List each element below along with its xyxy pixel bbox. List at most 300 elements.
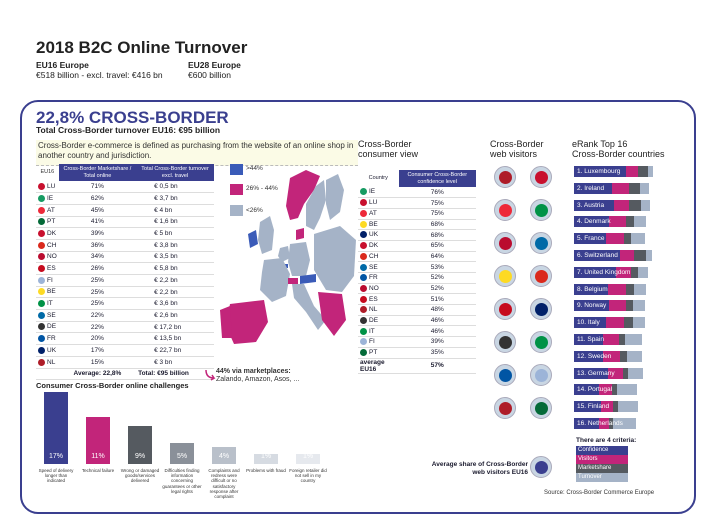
cv-confidence-value: 53% [399, 262, 477, 273]
erank-segment-turnover [646, 250, 652, 261]
market-country-code: BE [47, 288, 56, 296]
market-share-table [36, 164, 214, 380]
cv-col-confidence: Consumer Cross-Border confidence level [399, 170, 477, 187]
erank-segment-turnover [627, 351, 643, 362]
cv-confidence-value: 48% [399, 305, 477, 316]
market-share-value: 25% [59, 275, 136, 287]
web-visitor-circle [494, 166, 516, 188]
market-row [36, 193, 214, 205]
consumer-view-table [358, 170, 476, 374]
flag-icon [38, 312, 45, 319]
map-ireland [248, 230, 258, 248]
market-turnover-value: € 2,2 bn [136, 286, 214, 298]
market-country [36, 239, 59, 251]
market-share-value: 25% [59, 298, 136, 310]
cv-country [358, 219, 399, 230]
market-share-value: 25% [59, 286, 136, 298]
erank-segment-visitors [609, 216, 626, 227]
erank-label: 7. United Kingdom [577, 268, 631, 276]
source-note: Source: Cross-Border Commerce Europe [544, 490, 655, 496]
cv-confidence-value: 39% [399, 337, 477, 348]
market-row [36, 251, 214, 263]
market-share-value: 41% [59, 216, 136, 228]
cv-country-code: NO [369, 285, 379, 293]
flag-icon [499, 336, 512, 349]
cv-confidence-value: 65% [399, 240, 477, 251]
flag-icon [360, 199, 367, 206]
cv-country-code: ES [369, 295, 378, 303]
market-share-value: 22% [59, 321, 136, 333]
market-turnover-value: € 4 bn [136, 204, 214, 216]
flag-icon [38, 300, 45, 307]
consumer-view-row [358, 240, 476, 251]
erank-segment-visitors [612, 183, 629, 194]
cv-confidence-value: 35% [399, 347, 477, 358]
flag-icon [360, 317, 367, 324]
erank-segment-visitors [606, 233, 624, 244]
cv-confidence-value: 75% [399, 208, 477, 219]
flag-icon [535, 369, 548, 382]
erank-label: 2. Ireland [577, 184, 605, 192]
erank-segment-marketshare [626, 216, 634, 227]
erank-bar [574, 267, 658, 278]
consumer-view-row [358, 273, 476, 284]
market-turnover-value: € 5 bn [136, 228, 214, 240]
cv-confidence-value: 52% [399, 283, 477, 294]
cv-country-code: CH [369, 253, 379, 261]
erank-bar [574, 284, 658, 295]
cv-country-code: DK [369, 242, 379, 250]
erank-segment-turnover [634, 216, 646, 227]
erank-segment-turnover [640, 183, 649, 194]
erank-segment-marketshare [624, 233, 631, 244]
web-visitors-title-line1: Cross-Border [490, 139, 544, 149]
flag-icon [360, 274, 367, 281]
flag-icon [360, 188, 367, 195]
erank-segment-visitors [626, 166, 638, 177]
flag-icon [360, 296, 367, 303]
challenge-value: 4% [218, 453, 230, 460]
flag-icon [499, 171, 512, 184]
map-switzerland [288, 278, 298, 284]
eu16-value: €518 billion - excl. travel: €416 bn [36, 70, 163, 80]
cv-confidence-value: 52% [399, 273, 477, 284]
erank-segment-marketshare [620, 351, 627, 362]
flag-icon [38, 265, 45, 272]
cv-country-code: NL [369, 306, 378, 314]
market-turnover-value: € 3,5 bn [136, 251, 214, 263]
erank-title [572, 139, 665, 160]
market-country-code: NO [47, 253, 57, 261]
market-country [36, 228, 59, 240]
consumer-view-row [358, 294, 476, 305]
erank-label: 14. Portugal [577, 386, 613, 394]
market-country-code: ES [47, 265, 56, 273]
flag-icon [38, 218, 45, 225]
cross-border-headline: 22,8% CROSS-BORDER [36, 108, 229, 127]
page-title: 2018 B2C Online Turnover [36, 38, 248, 57]
cv-country [358, 251, 399, 262]
flag-icon [38, 277, 45, 284]
erank-segment-marketshare [624, 317, 632, 328]
col-turnover: Total Cross-Border turnover excl. travel [136, 164, 214, 181]
erank-segment-marketshare [631, 267, 638, 278]
erank-label: 16. Netherlands [577, 420, 623, 427]
cv-avg-label: average EU16 [358, 358, 399, 373]
erank-segment-turnover [617, 384, 638, 395]
market-total: Total: €95 billion [136, 368, 214, 380]
market-country [36, 286, 59, 298]
web-visitors-avg-label: Average share of Cross-Border web visitors EU16 [431, 461, 528, 476]
legend-label-low: <26% [246, 207, 263, 214]
flag-icon [499, 402, 512, 415]
consumer-view-row [358, 208, 476, 219]
consumer-view-row [358, 283, 476, 294]
challenge-label: Wrong or damaged goods/services delivered [120, 468, 160, 484]
flag-icon [38, 335, 45, 342]
flag-icon [38, 242, 45, 249]
web-visitor-circle [494, 397, 516, 419]
map-portugal [220, 306, 232, 338]
erank-label: 12. Sweden [577, 352, 612, 360]
erank-segment-visitors [603, 334, 618, 345]
erank-segment-turnover [633, 300, 646, 311]
erank-segment-turnover [638, 267, 648, 278]
flag-icon [499, 237, 512, 250]
erank-segment-turnover [641, 200, 649, 211]
erank-bar [574, 300, 658, 311]
market-row [36, 286, 214, 298]
cv-country [358, 230, 399, 241]
market-country [36, 204, 59, 216]
market-country-code: DK [47, 230, 57, 238]
cv-col-country: Country [368, 175, 388, 182]
erank-segment-marketshare [626, 300, 633, 311]
flag-icon [38, 183, 45, 190]
erank-segment-marketshare [629, 200, 641, 211]
challenge-label: Speed of delivery longer than indicated [38, 468, 74, 484]
market-country-code: LU [47, 183, 56, 191]
erank-bar [574, 216, 658, 227]
challenge-label: Difficulties finding information concerning guarantees or other legal rights [162, 468, 202, 494]
challenge-value: 1% [260, 453, 272, 460]
erank-bar [574, 200, 658, 211]
consumer-view-row [358, 230, 476, 241]
erank-bar [574, 233, 658, 244]
flag-icon [360, 242, 367, 249]
flag-icon [38, 323, 45, 330]
challenge-value: 9% [134, 453, 146, 460]
legend-swatch-mid [230, 184, 243, 195]
market-row [36, 239, 214, 251]
cv-confidence-value: 46% [399, 326, 477, 337]
erank-label: 5. France [577, 235, 605, 243]
challenge-label: Complaints and redress were difficult or no satisfactory response after complaint [208, 468, 240, 499]
challenge-label: Technical failure [81, 468, 115, 473]
consumer-view-row [358, 198, 476, 209]
map-spain [226, 300, 268, 344]
market-turnover-value: € 2,2 bn [136, 275, 214, 287]
challenge-value: 1% [302, 453, 314, 460]
consumer-view-row [358, 219, 476, 230]
map-uk [258, 216, 274, 254]
market-country-code: PT [47, 218, 56, 226]
market-turnover-value: € 22,7 bn [136, 345, 214, 357]
col-eu16: EU16 [40, 169, 55, 176]
cv-country [358, 283, 399, 294]
criteria-item: Marketshare [576, 464, 628, 473]
market-share-value: 34% [59, 251, 136, 263]
flag-icon [535, 171, 548, 184]
flag-icon [360, 285, 367, 292]
marketplaces-line1: 44% via marketplaces: [216, 368, 291, 375]
market-country [36, 298, 59, 310]
web-visitor-circle [530, 166, 552, 188]
erank-bar [574, 351, 658, 362]
cv-country-code: UK [369, 231, 379, 239]
erank-segment-visitors [614, 200, 629, 211]
cross-border-subline: Total Cross-Border turnover EU16: €95 billion [36, 125, 221, 135]
legend-label-high: >44% [246, 165, 263, 172]
col-marketshare: Cross-Border Marketshare / Total online [59, 164, 136, 181]
map-balkans [318, 292, 346, 336]
consumer-view-title-line1: Cross-Border [358, 139, 412, 149]
cv-confidence-value: 51% [399, 294, 477, 305]
cv-country-code: LU [369, 199, 378, 207]
market-share-value: 20% [59, 333, 136, 345]
erank-segment-marketshare [626, 284, 634, 295]
marketplaces-line2: Zalando, Amazon, Asos, ... [216, 376, 300, 384]
market-country [36, 181, 59, 193]
market-row [36, 356, 214, 368]
challenge-label: Foreign retailer did not sell in my country [289, 468, 327, 484]
cv-country-code: DE [369, 317, 379, 325]
cv-country [358, 337, 399, 348]
market-row [36, 263, 214, 275]
web-visitor-circle [530, 364, 552, 386]
market-turnover-value: € 3,6 bn [136, 298, 214, 310]
flag-icon [360, 264, 367, 271]
cv-confidence-value: 68% [399, 219, 477, 230]
market-turnover-value: € 0,5 bn [136, 181, 214, 193]
marketplaces-note [216, 368, 299, 385]
eu28-value: €600 billion [188, 70, 232, 80]
market-country-code: IE [47, 195, 54, 203]
legend-swatch-high [230, 164, 243, 175]
erank-label: 13. Germany [577, 369, 615, 377]
flag-icon [360, 221, 367, 228]
flag-icon [360, 210, 367, 217]
flag-icon [499, 204, 512, 217]
market-share-value: 22% [59, 310, 136, 322]
market-country-code: NL [47, 358, 56, 366]
flag-icon [360, 231, 367, 238]
eu28-label: EU28 Europe [188, 60, 241, 70]
cv-country-code: FR [369, 274, 378, 282]
market-country [36, 356, 59, 368]
eu-flag-icon [535, 461, 548, 474]
cv-confidence-value: 64% [399, 251, 477, 262]
market-turnover-value: € 17,2 bn [136, 321, 214, 333]
erank-label: 11. Spain [577, 336, 604, 343]
cv-confidence-value: 68% [399, 230, 477, 241]
criteria-item: Confidence [576, 446, 628, 455]
erank-label: 15. Finland [577, 403, 610, 411]
flag-icon [360, 338, 367, 345]
cv-country [358, 305, 399, 316]
erank-bar [574, 166, 658, 177]
market-country [36, 345, 59, 357]
consumer-view-row [358, 337, 476, 348]
criteria-item: Visitors [576, 455, 628, 464]
market-country [36, 263, 59, 275]
erank-segment-turnover [633, 317, 646, 328]
erank-label: 9. Norway [577, 302, 607, 310]
map-finland [326, 174, 344, 220]
eu16-label: EU16 Europe [36, 60, 89, 70]
flag-icon [360, 306, 367, 313]
flag-icon [499, 270, 512, 283]
erank-label: 6. Switzerland [577, 252, 618, 259]
cv-country-code: BE [369, 221, 378, 229]
definition-text: Cross-Border e-commerce is defined as purchasing from the website of an online shop in another country and jurisdiction. [38, 141, 354, 160]
market-country-code: CH [47, 241, 57, 249]
web-visitors-title-line2: web visitors [490, 149, 538, 160]
cv-country-code: AT [369, 210, 377, 218]
erank-segment-marketshare [619, 334, 626, 345]
consumer-view-row [358, 347, 476, 358]
consumer-view-row [358, 187, 476, 198]
web-visitor-circle [530, 397, 552, 419]
erank-bar [574, 418, 658, 429]
challenge-value: 5% [176, 453, 188, 460]
cv-country [358, 294, 399, 305]
market-turnover-value: € 13,5 bn [136, 333, 214, 345]
erank-segment-marketshare [638, 166, 648, 177]
market-country-code: IT [47, 300, 53, 308]
flag-icon [360, 328, 367, 335]
flag-icon [535, 237, 548, 250]
web-visitor-circle [494, 232, 516, 254]
market-country-code: AT [47, 206, 55, 214]
web-visitor-circle [494, 298, 516, 320]
web-visitor-circle [494, 265, 516, 287]
erank-segment-visitors [608, 284, 626, 295]
market-row [36, 333, 214, 345]
web-visitor-circle [530, 232, 552, 254]
market-country-code: SE [47, 312, 56, 320]
cv-country [358, 262, 399, 273]
cv-country [358, 240, 399, 251]
erank-segment-marketshare [629, 183, 640, 194]
cv-country-code: SE [369, 263, 378, 271]
erank-segment-turnover [648, 166, 653, 177]
cv-country [358, 187, 399, 198]
flag-icon [38, 195, 45, 202]
web-visitor-circle [494, 331, 516, 353]
flag-icon [38, 359, 45, 366]
market-country [36, 321, 59, 333]
market-row [36, 228, 214, 240]
market-country [36, 310, 59, 322]
market-row [36, 275, 214, 287]
challenge-value: 17% [48, 453, 63, 460]
erank-segment-visitors [620, 250, 634, 261]
cv-country [358, 347, 399, 358]
cv-confidence-value: 76% [399, 187, 477, 198]
legend-swatch-low [230, 205, 243, 216]
flag-icon [535, 204, 548, 217]
cv-avg-value: 57% [399, 358, 477, 373]
consumer-view-title-line2: consumer view [358, 149, 419, 160]
erank-label: 3. Austria [577, 201, 605, 209]
market-country-code: FR [47, 335, 56, 343]
market-country-code: FI [47, 276, 53, 284]
web-visitor-circle [494, 199, 516, 221]
cv-country-code: IE [369, 188, 376, 196]
erank-bar [574, 401, 658, 412]
challenge-value: 11% [91, 453, 105, 460]
erank-segment-turnover [625, 334, 641, 345]
consumer-view-row [358, 305, 476, 316]
market-row [36, 345, 214, 357]
flag-icon [499, 369, 512, 382]
market-row [36, 310, 214, 322]
web-visitors-avg-circle [530, 456, 552, 478]
consumer-view-title [358, 139, 418, 160]
erank-bar [574, 368, 658, 379]
consumer-view-row [358, 262, 476, 273]
web-visitor-circle [530, 331, 552, 353]
map-eastern-europe [314, 226, 356, 292]
flag-icon [38, 288, 45, 295]
web-visitor-circle [530, 199, 552, 221]
erank-bar [574, 317, 658, 328]
cv-country [358, 315, 399, 326]
erank-title-line1: eRank Top 16 [572, 139, 628, 149]
cv-country-code: FI [369, 338, 375, 346]
flag-icon [535, 270, 548, 283]
web-visitors-title [490, 139, 544, 160]
map-germany [288, 242, 310, 276]
market-share-value: 45% [59, 204, 136, 216]
flag-icon [38, 230, 45, 237]
flag-icon [535, 402, 548, 415]
erank-label: 1. Luxembourg [577, 168, 621, 175]
market-share-value: 17% [59, 345, 136, 357]
cv-confidence-value: 46% [399, 315, 477, 326]
market-share-value: 39% [59, 228, 136, 240]
market-share-value: 26% [59, 263, 136, 275]
market-share-value: 15% [59, 356, 136, 368]
challenges-title: Consumer Cross-Border online challenges [36, 381, 189, 390]
flag-icon [38, 207, 45, 214]
consumer-view-row [358, 251, 476, 262]
market-country [36, 275, 59, 287]
flag-icon [360, 349, 367, 356]
consumer-view-row [358, 326, 476, 337]
web-visitor-circle [530, 265, 552, 287]
challenge-label: Problems with fraud [246, 468, 286, 473]
erank-bar [574, 384, 658, 395]
market-average: Average: 22,8% [59, 368, 136, 380]
flag-icon [360, 253, 367, 260]
market-turnover-value: € 3,7 bn [136, 193, 214, 205]
cv-confidence-value: 75% [399, 198, 477, 209]
flag-icon [499, 303, 512, 316]
erank-segment-visitors [609, 300, 626, 311]
market-share-value: 62% [59, 193, 136, 205]
